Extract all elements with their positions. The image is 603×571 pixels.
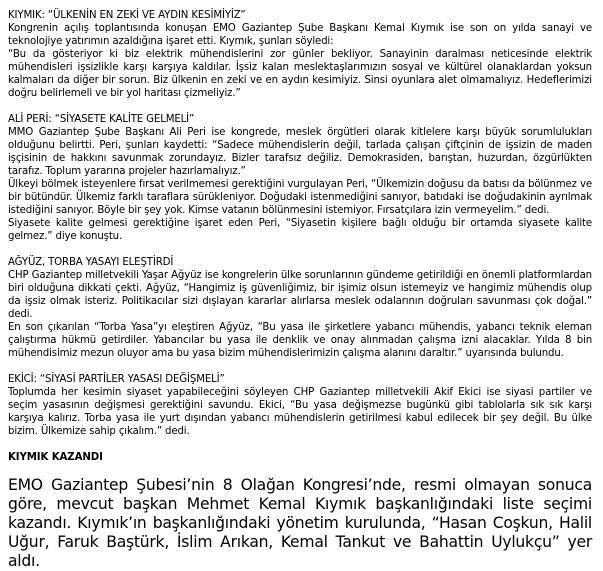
section-ali-peri: [8, 113, 592, 243]
section-heading: KIYMIK: “ÜLKENİN EN ZEKİ VE AYDIN KESİMİYİZ”: [8, 10, 246, 21]
paragraph: Siyasete kalite gelmesi gerektiğine işaret eden Peri, “Siyasetin kişilere bağlı olduğu bir ortamda siyasete kalite gelmez.” diye konuştu.: [8, 218, 592, 242]
section-heading: AĞYÜZ, TORBA YASAYI ELEŞTİRDİ: [8, 257, 174, 268]
paragraph: CHP Gaziantep milletvekili Yaşar Ağyüz ise kongrelerin ülke sorunlarının gündeme getirildiği en önemli platformlardan biri olduğuna dikkati çekti. Ağyüz, “Hangimiz iş güvenliğimiz, bir işimiz olsun istemeyiz ve hangimiz mühendis olup da işsiz olmak isteriz. Politikacılar sizi dışlayan kararlar alırlarsa meslek odalarının doğruları savunması çok doğal.” dedi.: [8, 270, 592, 320]
section-ekici: [8, 373, 592, 438]
result-text: EMO Gaziantep Şubesi’nin 8 Olağan Kongresi’nde, resmi olmayan sonuca göre, mevcut başkan Mehmet Kemal Kıymık başkanlığındaki liste seçimi kazandı. Kıymık’ın başkanlığındaki yönetim kurulunda, “Hasan Coşkun, Halil Uğur, Faruk Baştürk, İslim Arıkan, Kemal Tankut ve Bahattin Uylukçu” yer aldı.: [8, 476, 592, 570]
section-heading: EKİCİ: “SİYASİ PARTİLER YASASI DEĞİŞMELİ”: [8, 374, 225, 385]
paragraph: MMO Gaziantep Şube Başkanı Ali Peri ise kongrede, meslek örgütleri olarak kitlelere karşı büyük sorumlulukları olduğunu belirtti. Peri, şunları kaydetti: “Sadece mühendislerin değil, tarlada çalışan çiftçinin de işsizin de maden işçisinin de hakkını savunmak zorundayız. Bizler tarafsız değiliz. Demokrasiden, barıştan, huzurdan, özgürlükten tarafız. Toplum yararına projeler hazırlamalıyız.”: [8, 127, 592, 177]
paragraph: “Bu da gösteriyor ki biz elektrik mühendislerini zor günler bekliyor. Sanayinin daralması neticesinde elektrik mühendisleri işsizlikle karşı karşıya kaldılar. İşsiz kalan meslektaşlarımızın sosyal ve kültürel olanaklardan yoksun kalmaları da diğer bir sorun. Biz ülkenin en zeki ve en aydın kesimiyiz. Sinsi oyunlara alet olmamalıyız. Hedeflerimizi doğru belirlemeli ve bir yol haritası çizmeliyiz.”: [8, 49, 592, 99]
section-agyuz: [8, 256, 592, 360]
paragraph: Toplumda her kesimin siyaset yapabileceğini söyleyen CHP Gaziantep milletvekili Akif Ekici ise siyasi partiler ve seçim yasasının değişmesi gerektiğini savundu. Ekici, “Bu yasa değişmezse bugünkü gibi tablolarla sık sık karşı karşıya kalırız. Torba yasa ile yurt dışından yabancı mühendislerin getirilmesi kabul edilecek bir şey değil. Bu ülke bizim. Ülkemize sahip çıkalım.” dedi.: [8, 387, 592, 437]
paragraph: Kongrenin açılış toplantısında konuşan EMO Gaziantep Şube Başkanı Kemal Kıymık ise son on yılda sanayi ve teknolojiye yatırımın azaldığına işaret etti. Kıymık, şunları söyledi:: [8, 23, 592, 47]
paragraph: En son çıkarılan “Torba Yasa”yı eleştiren Ağyüz, “Bu yasa ile şirketlere yabancı mühendis, yabancı teknik eleman çalıştırma hükmü getirdiler. Yabancılar bu yasa ile denklik ve onay alınmadan çalışma izni alacaklar. Yılda 8 bin mühendisimiz mezun oluyor ama bu yasa bizim mühendislerimizin çalışma alanını daraltır.” uyarısında bulundu.: [8, 322, 592, 359]
section-result: [8, 451, 592, 571]
paragraph: Ülkeyi bölmek isteyenlere fırsat verilmemesi gerektiğini vurgulayan Peri, “Ülkemizin doğusu da batısı da bölünmez ve bir bütündür. Ülkemiz farklı taraflara sürükleniyor. Doğudaki istenmediğini sanıyor, batıdaki ise doğudakinin ayrılmak istediğini sanıyor. Böyle bir şey yok. Kimse vatanın bölünmesini istemiyor. Fırsatçılara izin vermeyelim.” dedi.: [8, 179, 592, 216]
result-heading: KIYMIK KAZANDI: [8, 452, 103, 463]
section-heading: ALİ PERİ: “SİYASETE KALİTE GELMELİ”: [8, 114, 195, 125]
article: [8, 9, 592, 571]
section-kiymik: [8, 9, 592, 100]
